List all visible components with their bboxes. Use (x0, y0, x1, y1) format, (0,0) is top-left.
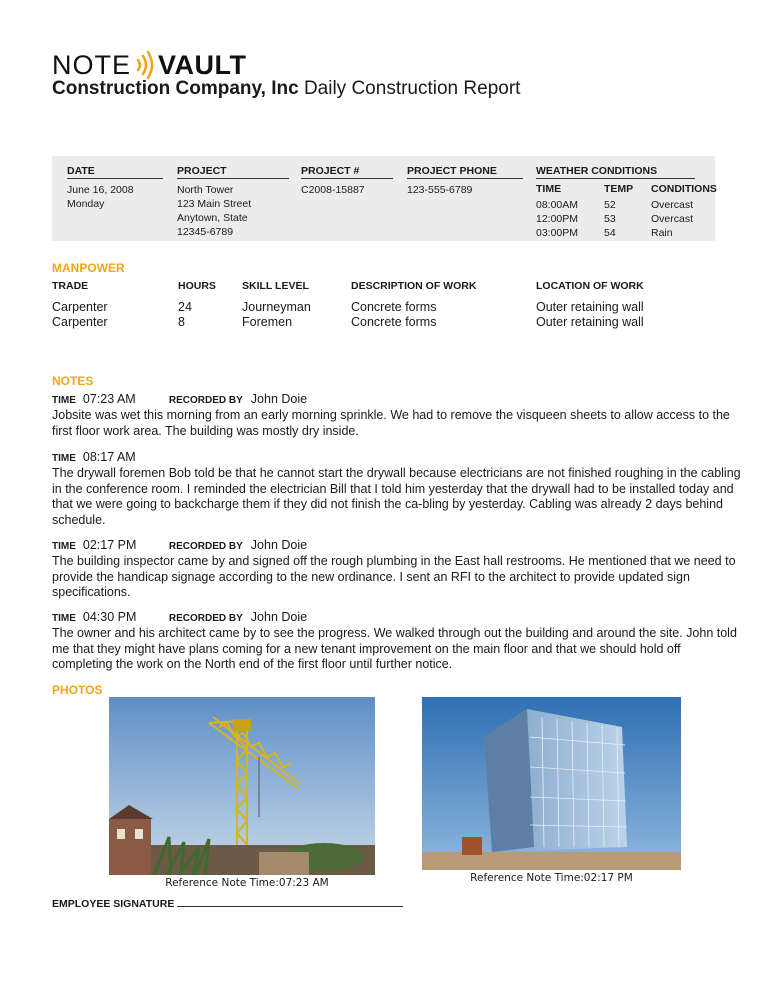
photo-caption: Reference Note Time:07:23 AM (165, 877, 329, 889)
recorded-by-label: RECORDED BY (168, 541, 243, 552)
weather-condition: Overcast (651, 213, 694, 225)
project-city: Anytown, State (177, 212, 248, 224)
photo-caption: Reference Note Time:02:17 PM (470, 872, 633, 884)
trade-header: TRADE (52, 280, 89, 292)
weekday-line: Monday (67, 198, 105, 210)
project-address (177, 183, 251, 239)
weather-conditions-header: CONDITIONS (651, 183, 717, 195)
project-name: North Tower (177, 184, 234, 196)
report-title (52, 78, 520, 100)
weather-temp-column (604, 198, 616, 240)
manpower-title: MANPOWER (52, 261, 125, 275)
trade-cell: Carpenter (52, 315, 108, 329)
recorded-by-name: John Doie (250, 538, 308, 552)
note-time: 02:17 PM (82, 538, 137, 552)
skill-cell: Foremen (242, 315, 293, 329)
location-cell: Outer retaining wall (536, 315, 644, 329)
project-street: 123 Main Street (177, 198, 252, 210)
photos-title: PHOTOS (52, 683, 103, 697)
project-number: C2008-15887 (301, 184, 365, 196)
recorded-by-name: John Doie (250, 392, 308, 406)
project-phone-header: PROJECT PHONE (407, 165, 523, 179)
skill-level-header: SKILL LEVEL (242, 280, 309, 292)
time-label: TIME (52, 395, 76, 406)
weather-condition: Overcast (651, 199, 694, 211)
recorded-by-label: RECORDED BY (168, 613, 243, 624)
description-cell: Concrete forms (351, 300, 437, 314)
note-entry (52, 610, 742, 673)
note-entry (52, 392, 742, 439)
time-label: TIME (52, 453, 76, 464)
date-line: June 16, 2008 (67, 184, 134, 196)
trade-cell: Carpenter (52, 300, 108, 314)
weather-temp: 53 (604, 213, 616, 225)
project-phone: 123-555-6789 (407, 184, 473, 196)
notevault-logo (52, 50, 247, 80)
time-label: TIME (52, 541, 76, 552)
project-zip: 12345-6789 (177, 226, 234, 238)
employee-signature (52, 898, 403, 910)
weather-time: 03:00PM (536, 227, 579, 239)
note-entry (52, 450, 742, 528)
skill-cell: Journeyman (242, 300, 311, 314)
logo-note-text: NOTE (52, 49, 132, 80)
note-header (52, 450, 742, 466)
recorded-by-name: John Doie (250, 610, 308, 624)
note-time: 08:17 AM (82, 450, 136, 464)
weather-condition: Rain (651, 227, 673, 239)
weather-temp-header: TEMP (604, 183, 634, 195)
hours-header: HOURS (178, 280, 216, 292)
time-label: TIME (52, 613, 76, 624)
hours-cell: 24 (178, 300, 192, 314)
project-info-panel (52, 156, 715, 241)
project-number-header: PROJECT # (301, 165, 393, 179)
note-header (52, 538, 742, 554)
date-header: DATE (67, 165, 163, 179)
note-header (52, 610, 742, 626)
note-entry (52, 538, 742, 601)
weather-temp: 52 (604, 199, 616, 211)
description-header: DESCRIPTION OF WORK (351, 280, 477, 292)
company-name: Construction Company, Inc (52, 78, 299, 99)
note-header (52, 392, 742, 408)
weather-time: 12:00PM (536, 213, 579, 225)
weather-conditions-column (651, 198, 693, 240)
note-text: The drywall foremen Bob told be that he cannot start the drywall because electricians are not finished roughing in the cabling in the conference room. I reminded the electrician Bill that I told him yesterday that the drywall had to be installed today and that we were going to backcharge them if they did not finish the ca-bling by yesterday. Cabling was already 2 days behind schedule. (52, 466, 741, 527)
glass-office-building-photo (422, 697, 681, 870)
note-text: The building inspector came by and signed off the rough plumbing in the East hall restrooms. He mentioned that we need to provide the handicap signage according to the new ordinance. I sent an RFI to the architect to provide updated sign specifications. (52, 554, 736, 599)
report-date (67, 183, 134, 211)
tower-crane-photo (109, 697, 375, 875)
notes-title: NOTES (52, 374, 94, 388)
signature-label: EMPLOYEE SIGNATURE (52, 898, 175, 910)
location-header: LOCATION OF WORK (536, 280, 644, 292)
report-title-text: Daily Construction Report (303, 78, 521, 99)
weather-time: 08:00AM (536, 199, 579, 211)
note-time: 07:23 AM (82, 392, 136, 406)
sound-waves-icon (134, 51, 154, 79)
hours-cell: 8 (178, 315, 185, 329)
location-cell: Outer retaining wall (536, 300, 644, 314)
weather-temp: 54 (604, 227, 616, 239)
note-text: The owner and his architect came by to see the progress. We walked through out the building and around the site. John told me that they might have plans coming for a new tenant improvement on the main floor and that we should hold off completing the work on the North end of the first floor until further notice. (52, 626, 737, 671)
logo-vault-text: VAULT (158, 49, 247, 80)
project-header: PROJECT (177, 165, 289, 179)
weather-header: WEATHER CONDITIONS (536, 165, 695, 179)
recorded-by-label: RECORDED BY (168, 395, 243, 406)
weather-time-column (536, 198, 578, 240)
weather-time-header: TIME (536, 183, 562, 195)
signature-line[interactable] (177, 898, 403, 907)
note-text: Jobsite was wet this morning from an early morning sprinkle. We had to remove the visqueen sheets to allow access to the first floor work area. The building was mostly dry inside. (52, 408, 730, 438)
description-cell: Concrete forms (351, 315, 437, 329)
note-time: 04:30 PM (82, 610, 137, 624)
